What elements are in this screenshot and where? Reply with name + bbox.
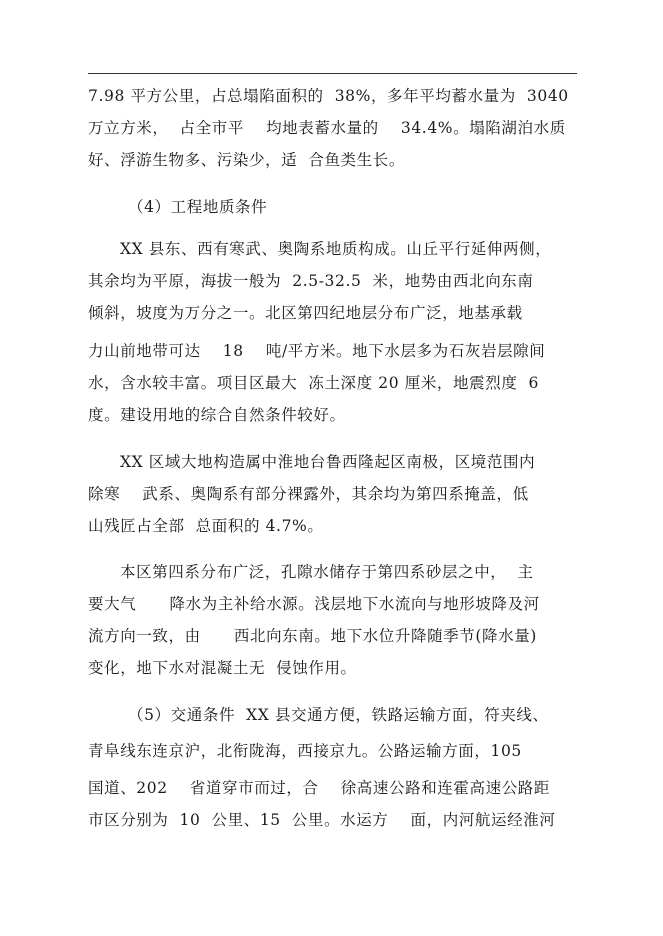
text-line-12: 除寒 武系、奥陶系有部分裸露外，其余均为第四系掩盖，低 — [88, 485, 529, 503]
text-line-14: 本区第四系分布广泛，孔隙水储存于第四系砂层之中， 主 — [120, 563, 534, 581]
header-rule — [88, 73, 577, 74]
text-line-10: 度。建设用地的综合自然条件较好。 — [88, 406, 346, 424]
text-line-3: 好、浮游生物多、污染少，适 合鱼类生长。 — [88, 151, 405, 169]
text-line-16: 流方向一致，由 西北向东南。地下水位升降随季节(降水量) — [88, 627, 537, 645]
section-heading-5: （5）交通条件 XX 县交通方便，铁路运输方面，符夹线、 — [128, 706, 549, 724]
text-line-7: 倾斜，坡度为万分之一。北区第四纪地层分布广泛，地基承载 — [88, 304, 523, 322]
text-line-9: 水，含水较丰富。项目区最大 冻土深度 20 厘米，地震烈度 6 — [88, 374, 539, 392]
text-line-11: XX 区域大地构造属中淮地台鲁西隆起区南极，区境范围内 — [120, 453, 536, 471]
text-line-5: XX 县东、西有寒武、奥陶系地质构成。山丘平行延伸两侧， — [120, 240, 552, 258]
text-line-6: 其余均为平原，海拔一般为 2.5-32.5 米，地势由西北向东南 — [88, 272, 534, 290]
text-line-1: 7.98 平方公里，占总塌陷面积的 38%，多年平均蓄水量为 3040 — [88, 87, 569, 105]
text-line-21: 市区分别为 10 公里、15 公里。水运方 面，内河航运经淮河 — [88, 811, 556, 829]
text-line-2: 万立方米， 占全市平 均地表蓄水量的 34.4%。塌陷湖泊水质 — [88, 119, 566, 137]
text-line-15: 要大气 降水为主补给水源。浅层地下水流向与地形坡降及河 — [88, 595, 540, 613]
text-line-19: 青阜线东连京沪，北衔陇海，西接京九。公路运输方面，105 — [88, 742, 522, 760]
text-line-17: 变化，地下水对混凝土无 侵蚀作用。 — [88, 659, 357, 677]
text-line-13: 山残匠占全部 总面积的 4.7%。 — [88, 517, 324, 535]
text-line-8: 力山前地带可达 18 吨/平方米。地下水层多为石灰岩层隙间 — [88, 342, 546, 360]
text-line-20: 国道、202 省道穿市而过，合 徐高速公路和连霍高速公路距 — [88, 779, 551, 797]
section-heading-4: （4）工程地质条件 — [128, 198, 268, 216]
